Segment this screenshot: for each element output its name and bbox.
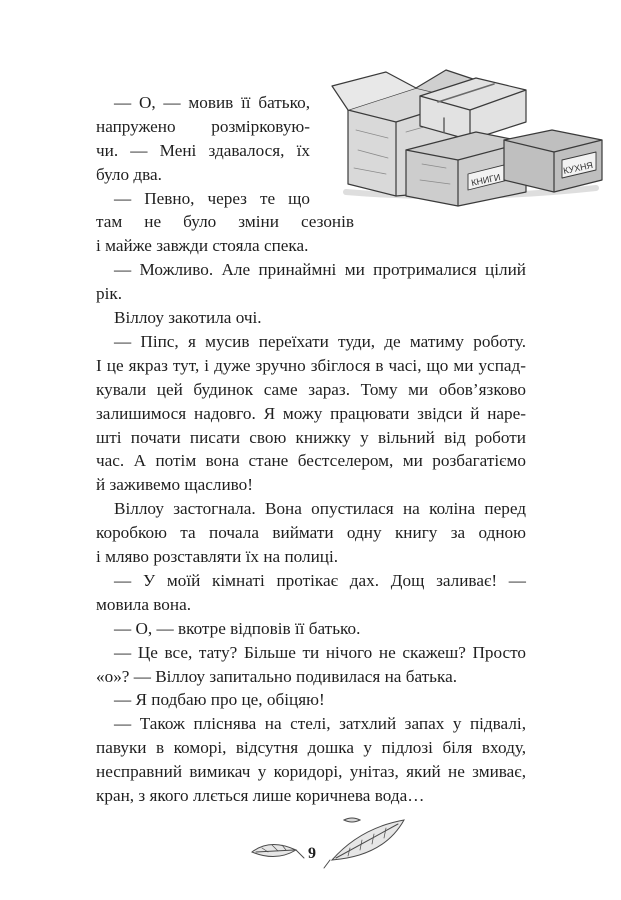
text-line: було два. xyxy=(96,164,162,184)
text-line: коробкою та почала виймати одну книгу за одною xyxy=(96,523,526,543)
text-line: — Певно, через те що xyxy=(114,188,310,208)
text-line: — Це все, тату? Більше ти нічого не скажеш? Просто xyxy=(114,642,526,662)
box-label-books: КНИГИ xyxy=(470,172,502,188)
text-line: залишимося надовго. Я можу працювати звідси й нарe- xyxy=(96,403,526,423)
boxes-illustration xyxy=(326,60,606,210)
page-number: 9 xyxy=(308,845,316,862)
text-line: рік. xyxy=(96,284,123,304)
text-line: — Також пліснява на стелі, затхлий запах у підвалі, xyxy=(114,714,526,734)
text-line: — О, — мовив її батько, xyxy=(114,93,310,112)
text-line: — Піпс, я мусив переїхати туди, де матиму роботу. xyxy=(114,331,526,351)
text-line: кран, з якого ллється лише коричнева вода… xyxy=(96,786,425,805)
text-line: чи. — Мені здавалося, їх xyxy=(96,140,310,160)
text-line: мовила вона. xyxy=(96,594,192,614)
text-line: — Я подбаю про це, обіцяю! xyxy=(114,690,325,710)
text-line: й заживемо щасливо! xyxy=(96,475,253,495)
text-line: — У моїй кімнаті протікає дах. Дощ заливає! — xyxy=(114,570,526,590)
text-line: і майже завжди стояла спека. xyxy=(96,236,309,256)
text-line: несправний вимикач у коридорі, унітаз, який не змиває, xyxy=(96,762,526,782)
box-label-kitchen: КУХНЯ xyxy=(562,159,594,176)
text-line: — Можливо. Але принаймні ми протрималися цілий xyxy=(114,260,526,280)
text-line: Віллоу закотила очі. xyxy=(114,308,262,328)
text-line: — О, — вкотре відповів її батько. xyxy=(114,618,361,638)
text-line: час. А потім вона стане бестселером, ми розбагатіємо xyxy=(96,451,526,471)
text-line: шті почати писати свою книжку у вільний від роботи xyxy=(96,427,526,447)
text-line: павуки в коморі, відсутня дошка у підлозі біля входу, xyxy=(96,738,526,758)
text-line: і мляво розставляти їх на полиці. xyxy=(96,547,339,567)
text-line: «о»? — Віллоу запитально подивилася на батька. xyxy=(96,666,458,686)
text-line: напружено розмірковую- xyxy=(96,116,310,136)
text-line: І це якраз тут, і дуже зручно збіглося в часі, що ми успад- xyxy=(96,355,526,375)
text-line: там не було зміни сезонів xyxy=(96,212,354,232)
text-line: кували цей будинок саме зараз. Тому ми обов’язково xyxy=(96,379,526,399)
text-line: Віллоу застогнала. Вона опустилася на коліна перед xyxy=(114,499,526,519)
